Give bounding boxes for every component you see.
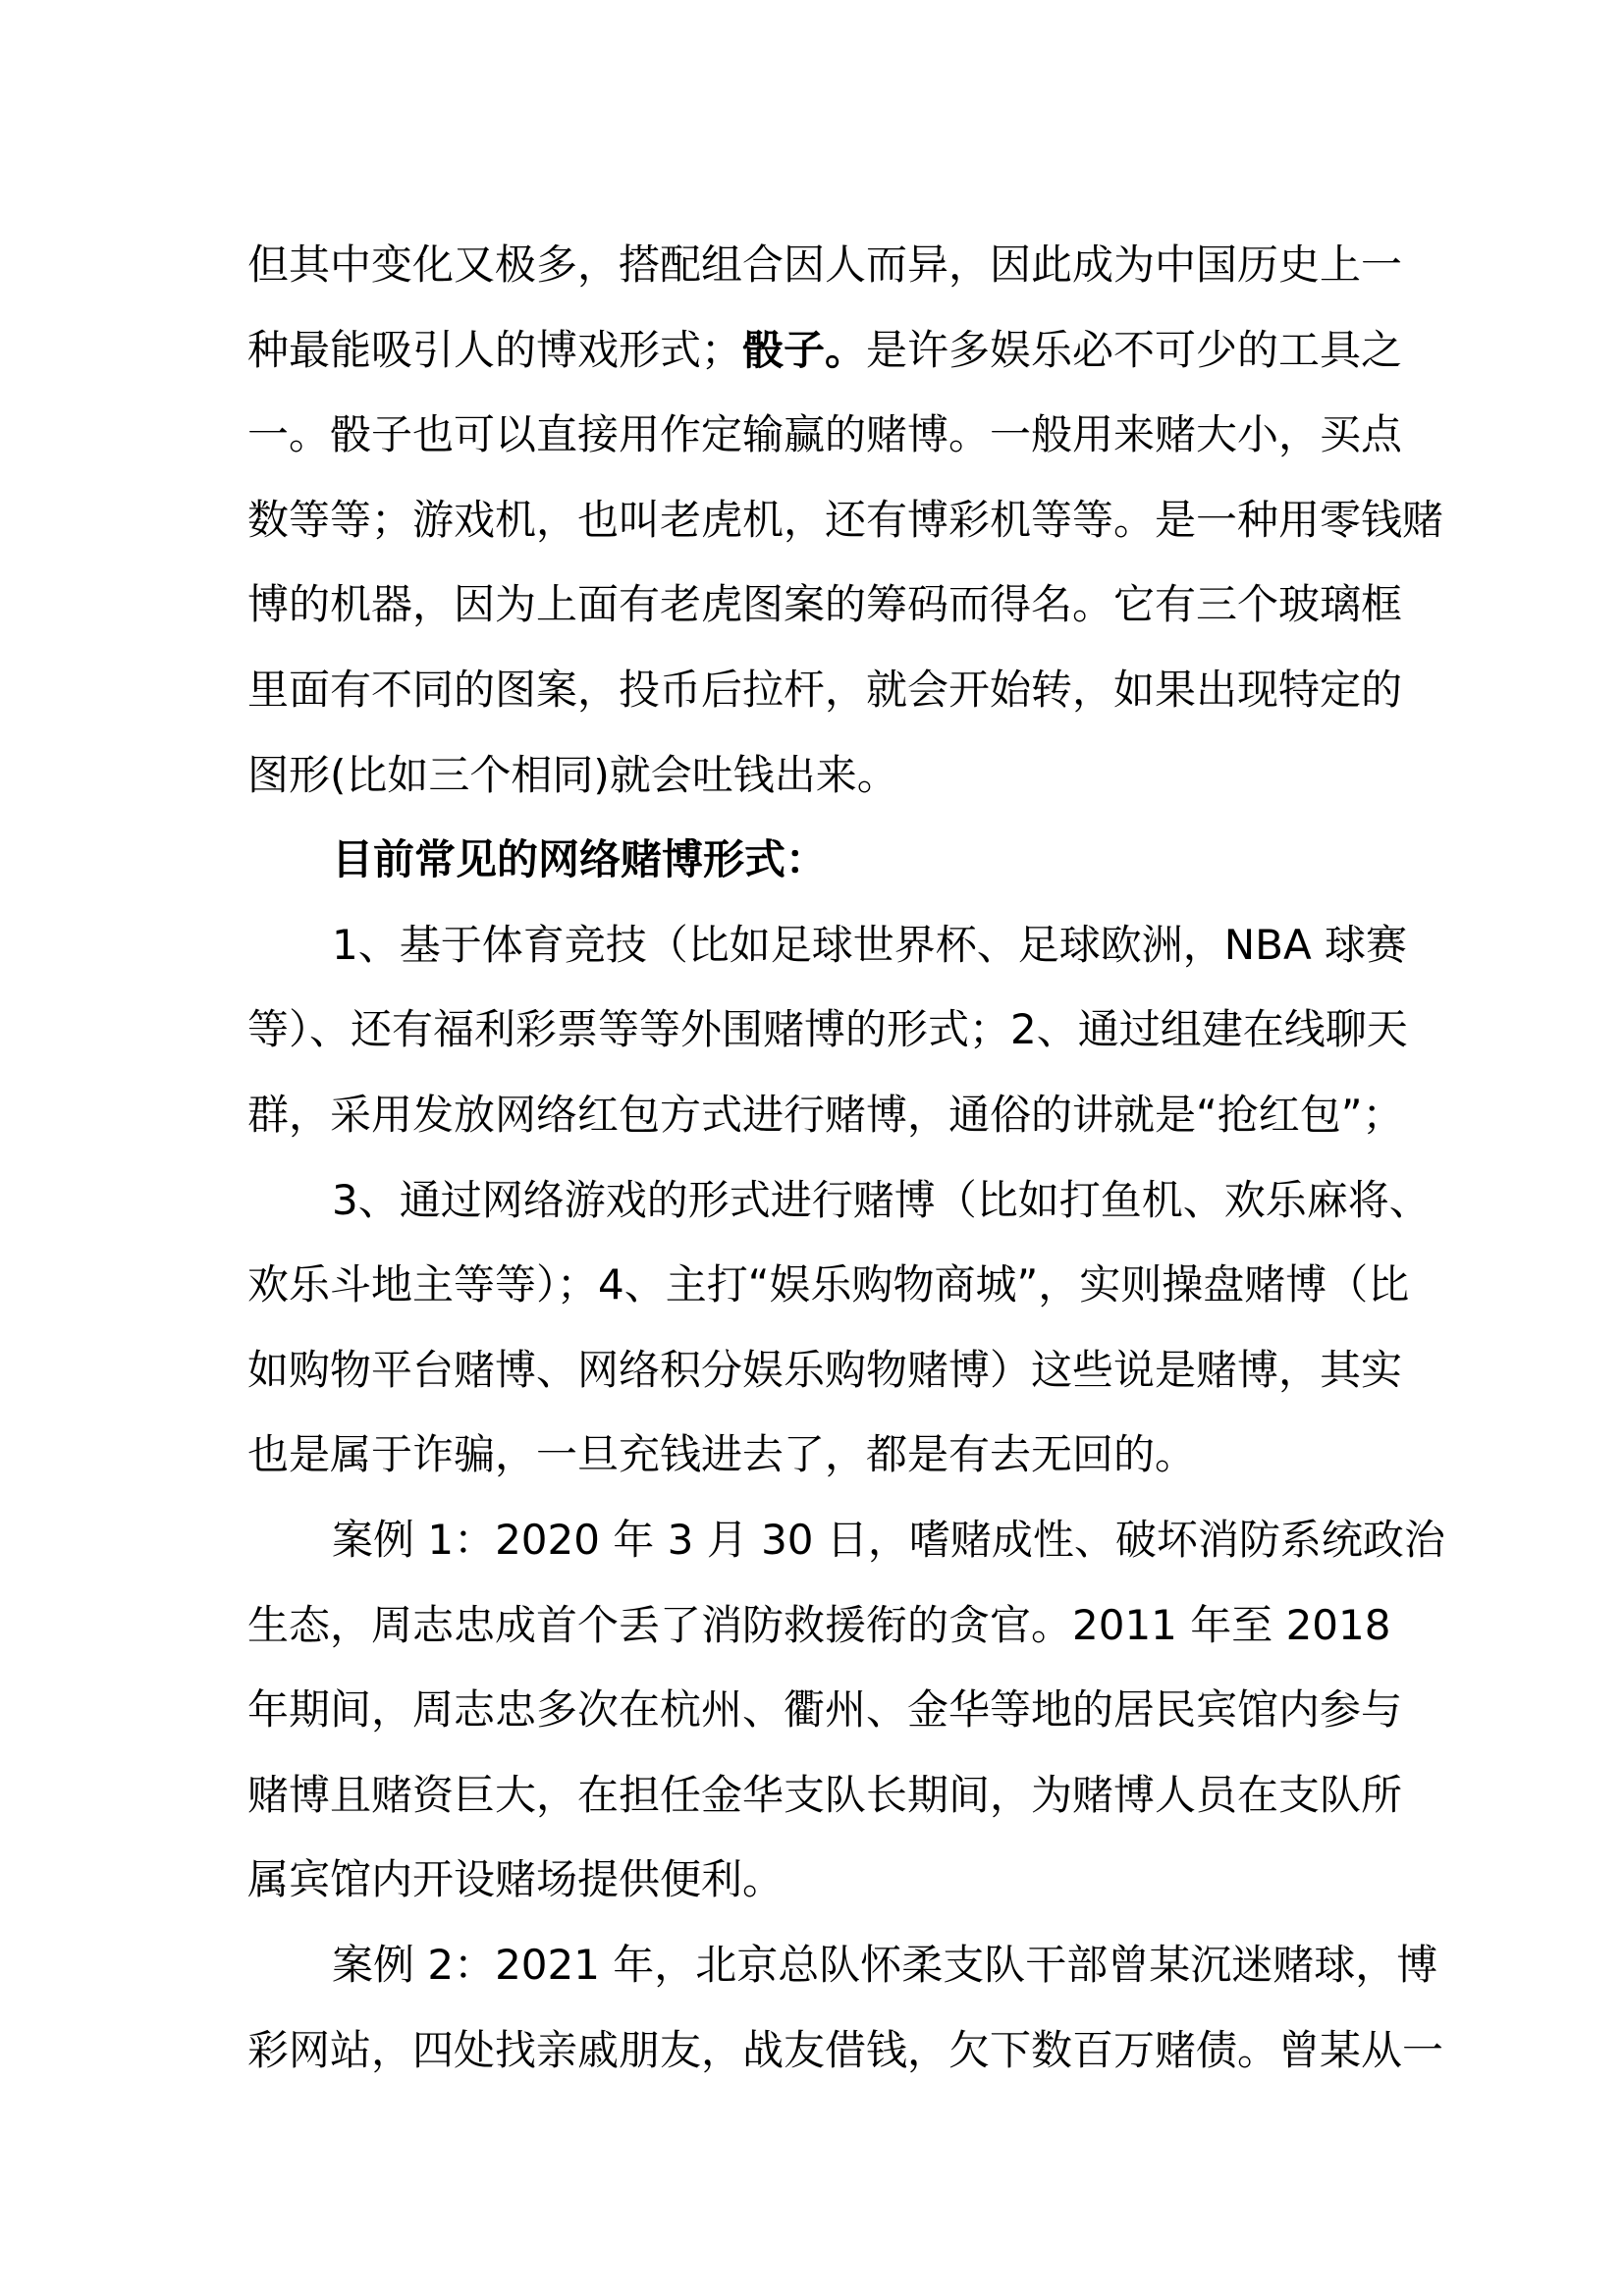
text-line: 1、基于体育竞技（比如足球世界杯、足球欧洲，NBA 球赛 <box>332 921 1408 969</box>
text-line: 博的机器，因为上面有老虎图案的筹码而得名。它有三个玻璃框 <box>247 580 1403 628</box>
text-line: 群，采用发放网络红包方式进行赌博，通俗的讲就是“抢红包”； <box>247 1091 1404 1139</box>
text-line: 但其中变化又极多，搭配组合因人而异，因此成为中国历史上一 <box>247 240 1403 289</box>
text-line: 一。骰子也可以直接用作定输赢的赌博。一般用来赌大小，买点 <box>247 410 1403 458</box>
section-heading: 目前常见的网络赌博形式： <box>332 835 828 883</box>
text-line: 欢乐斗地主等等）；4、主打“娱乐购物商城”，实则操盘赌博（比 <box>247 1260 1410 1308</box>
text-line: 图形(比如三个相同)就会吐钱出来。 <box>247 751 898 799</box>
text-line: 也是属于诈骗，一旦充钱进去了，都是有去无回的。 <box>247 1430 1197 1478</box>
text-line: 3、通过网络游戏的形式进行赌博（比如打鱼机、欢乐麻将、 <box>332 1176 1431 1224</box>
text-segment: 是许多娱乐必不可少的工具之 <box>866 326 1403 374</box>
text-line: 案例 2：2021 年，北京总队怀柔支队干部曾某沉迷赌球，博 <box>332 1941 1438 1989</box>
text-line: 生态，周志忠成首个丢了消防救援衔的贪官。2011 年至 2018 <box>247 1601 1391 1649</box>
bold-term: 骰子。 <box>742 326 867 374</box>
text-line: 案例 1：2020 年 3 月 30 日，嗜赌成性、破坏消防系统政治 <box>332 1516 1445 1564</box>
text-line <box>247 308 1403 393</box>
text-line: 等）、还有福利彩票等等外围赌博的形式；2、通过组建在线聊天 <box>247 1005 1408 1053</box>
text-segment: 种最能吸引人的博戏形式； <box>247 326 743 374</box>
text-line: 赌博且赌资巨大，在担任金华支队长期间，为赌博人员在支队所 <box>247 1771 1403 1819</box>
text-line: 里面有不同的图案，投币后拉杆，就会开始转，如果出现特定的 <box>247 666 1403 714</box>
text-line: 数等等；游戏机，也叫老虎机，还有博彩机等等。是一种用零钱赌 <box>247 496 1444 544</box>
text-line: 属宾馆内开设赌场提供便利。 <box>247 1855 785 1903</box>
text-line: 年期间，周志忠多次在杭州、衢州、金华等地的居民宾馆内参与 <box>247 1685 1403 1734</box>
text-line: 彩网站，四处找亲戚朋友，战友借钱，欠下数百万赌债。曾某从一 <box>247 2026 1444 2074</box>
text-line: 如购物平台赌博、网络积分娱乐购物赌博）这些说是赌博，其实 <box>247 1346 1403 1394</box>
